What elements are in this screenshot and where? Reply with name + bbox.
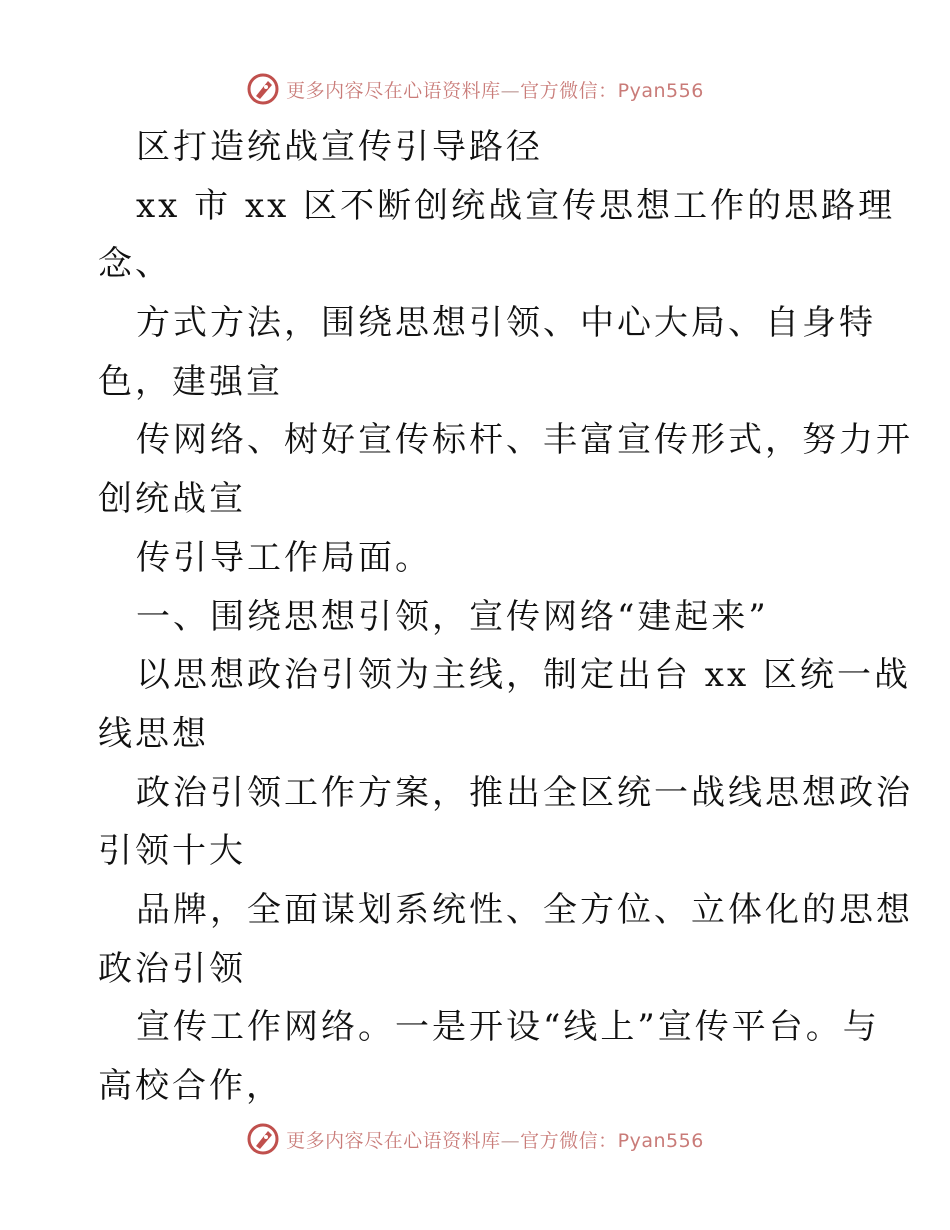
text-line: 线思想 [98,713,209,754]
text-line: 品牌，全面谋划系统性、全方位、立体化的思想 [136,889,913,930]
text-line: 念、 [98,244,172,285]
text-line: 传网络、树好宣传标杆、丰富宣传形式，努力开 [136,420,913,461]
text-line: 方式方法，围绕思想引领、中心大局、自身特 [136,303,876,344]
watermark-account: 官方微信：Pyan556 [520,1129,704,1152]
header-watermark [0,72,950,106]
text-line: 传引导工作局面。 [136,537,432,578]
section-heading: 一、围绕思想引领，宣传网络“建起来” [136,596,769,637]
text-line: 区打造统战宣传引导路径 [136,127,543,167]
document-body [98,118,913,1116]
watermark-brand: 更多内容尽在心语资料库 [286,1129,501,1152]
text-line: 宣传工作网络。一是开设“线上”宣传平台。与 [136,1007,880,1048]
text-line: 创统战宣 [98,479,246,520]
text-line: 高校合作， [98,1066,283,1106]
watermark-separator: — [500,79,521,102]
watermark-account: 官方微信：Pyan556 [520,79,704,102]
text-line: 色，建强宣 [98,361,283,402]
footer-watermark [0,1122,950,1156]
pen-nib-logo-icon [246,72,280,106]
pen-nib-logo-icon [246,1122,280,1156]
watermark-brand: 更多内容尽在心语资料库 [286,79,501,102]
text-line: 政治引领工作方案，推出全区统一战线思想政治 [136,772,913,813]
text-line: xx 市 xx 区不断创统战宣传思想工作的思路理 [136,185,896,226]
watermark-separator: — [500,1129,521,1152]
text-line: 以思想政治引领为主线，制定出台 xx 区统一战 [136,655,911,696]
text-line: 政治引领 [98,948,246,989]
text-line: 引领十大 [98,831,246,872]
